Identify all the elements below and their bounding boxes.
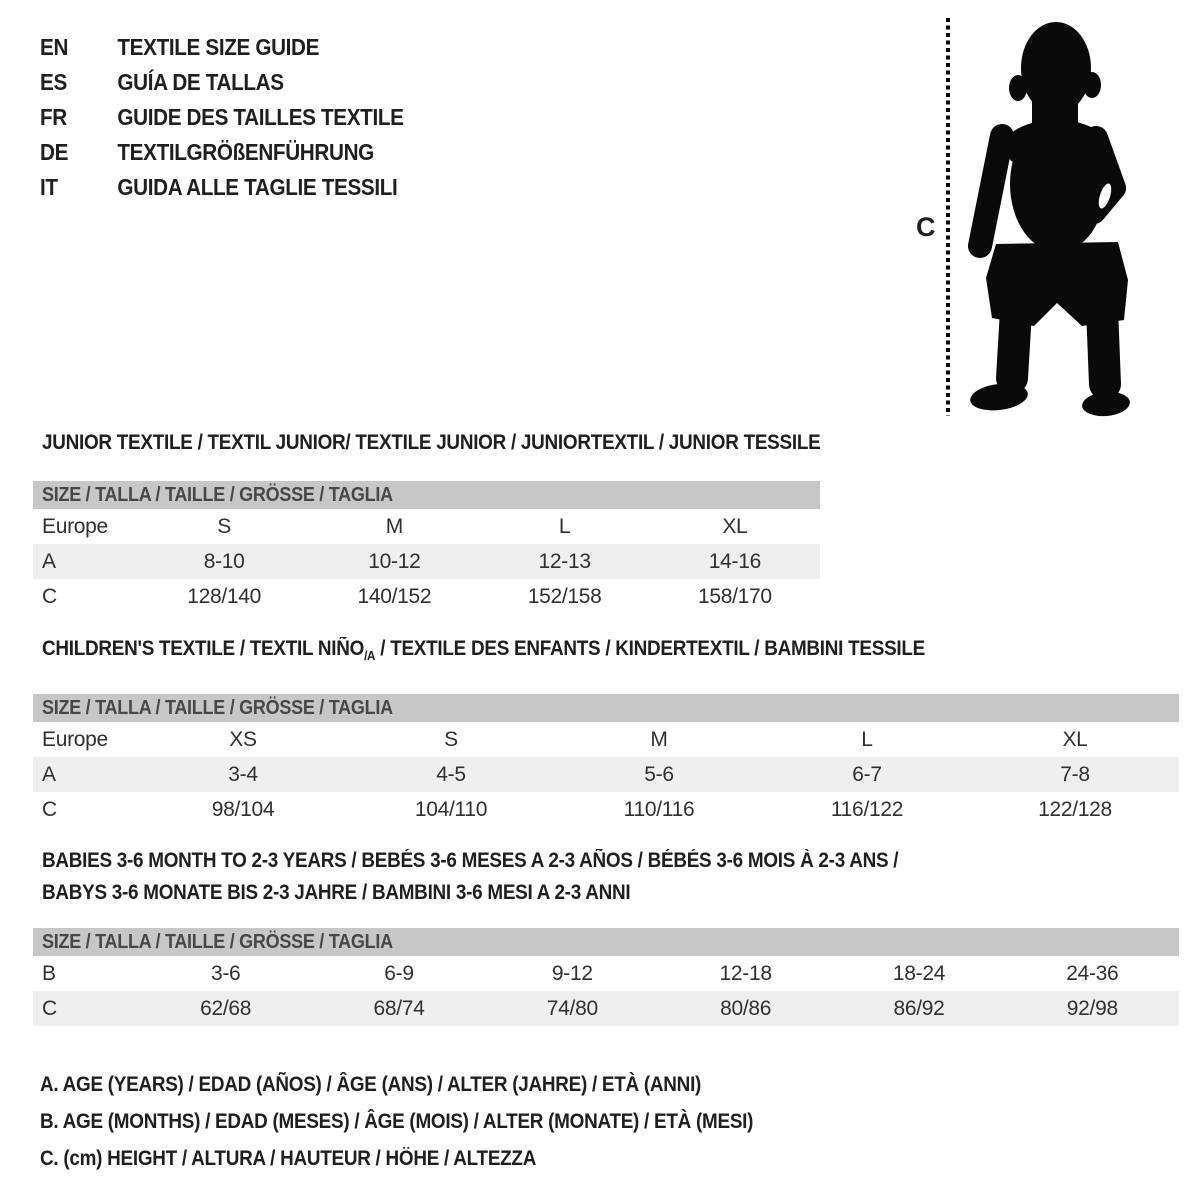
table-row-age-years	[33, 757, 1179, 792]
childrens-section-title: CHILDREN'S TEXTILE / TEXTIL $NIÑO_{/A}$ / TEXTILE DES ENFANTS / KINDERTEXTIL / BAMBINI TESSILE	[42, 637, 926, 664]
toddler-silhouette-icon	[968, 16, 1138, 420]
size-table-header-bar: SIZE / TALLA / TAILLE / GRÖSSE / TAGLIA	[33, 694, 1179, 722]
guide-title-es: GUÍA DE TALLAS	[117, 69, 284, 95]
row-label: B	[42, 961, 56, 985]
language-row-en	[40, 30, 404, 65]
row-label: Europe	[42, 514, 108, 538]
height-cell: 86/92	[893, 996, 945, 1020]
language-row-es	[40, 65, 404, 100]
table-row-europe	[33, 722, 1179, 757]
section-junior-textile	[33, 430, 820, 614]
row-label: A	[42, 762, 56, 786]
language-code: FR	[40, 104, 67, 130]
language-row-it	[40, 170, 404, 205]
language-code: ES	[40, 69, 67, 95]
size-cell: M	[650, 727, 668, 751]
size-cell: L	[558, 514, 571, 538]
size-cell: XL	[722, 514, 748, 538]
childrens-size-table	[33, 694, 1179, 827]
row-label: Europe	[42, 727, 108, 751]
height-cell: 110/116	[623, 797, 695, 821]
size-cell: XS	[229, 727, 257, 751]
age-cell: 6-7	[852, 762, 882, 786]
language-code: IT	[40, 174, 58, 200]
age-cell: 14-16	[708, 549, 761, 573]
language-code: EN	[40, 34, 69, 60]
language-row-de	[40, 135, 404, 170]
legend-line-b: B. AGE (MONTHS) / EDAD (MESES) / ÂGE (MOIS) / ALTER (MONATE) / ETÀ (MESI)	[40, 1109, 754, 1133]
height-cell: 92/98	[1066, 996, 1118, 1020]
table-row-height-cm	[33, 792, 1179, 827]
size-cell: M	[385, 514, 403, 538]
age-cell: 6-9	[384, 961, 414, 985]
language-code: DE	[40, 139, 69, 165]
row-label: C	[42, 797, 57, 821]
height-cell: 68/74	[373, 996, 425, 1020]
age-cell: 3-4	[228, 762, 258, 786]
junior-size-table	[33, 481, 820, 614]
table-row-height-cm	[33, 579, 820, 614]
legend-line-c: C. (cm) HEIGHT / ALTURA / HAUTEUR / HÖHE / ALTEZZA	[40, 1146, 537, 1170]
guide-title-de: TEXTILGRÖßENFÜHRUNG	[117, 139, 374, 165]
age-cell: 3-6	[210, 961, 241, 985]
table-row-age-months	[33, 956, 1179, 991]
height-cell: 116/122	[830, 797, 904, 821]
size-cell: S	[217, 514, 231, 538]
height-cell: 98/104	[211, 797, 275, 821]
section-childrens-textile	[33, 636, 1179, 827]
size-cell: L	[861, 727, 873, 751]
row-label: C	[42, 584, 57, 608]
height-cell: 62/68	[200, 996, 252, 1020]
height-cell: 140/152	[357, 584, 432, 608]
age-cell: 12-13	[538, 549, 591, 573]
legend-line-a: A. AGE (YEARS) / EDAD (AÑOS) / ÂGE (ANS) / ALTER (JAHRE) / ETÀ (ANNI)	[40, 1072, 702, 1096]
height-dashed-line-icon	[946, 18, 950, 416]
age-cell: 24-36	[1066, 961, 1119, 985]
section-babies-textile	[33, 845, 1179, 1026]
height-cell: 158/170	[697, 584, 772, 608]
language-title-list	[40, 30, 444, 205]
age-cell: 10-12	[368, 549, 421, 573]
size-table-header-bar: SIZE / TALLA / TAILLE / GRÖSSE / TAGLIA	[33, 928, 1179, 956]
size-cell: XL	[1062, 727, 1088, 751]
language-row-fr	[40, 100, 404, 135]
size-cell: S	[444, 727, 458, 751]
height-cell: 74/80	[546, 996, 598, 1020]
height-cell: 122/128	[1038, 797, 1112, 821]
row-label: C	[42, 996, 57, 1020]
size-table-header-bar: SIZE / TALLA / TAILLE / GRÖSSE / TAGLIA	[33, 481, 820, 509]
junior-section-title: JUNIOR TEXTILE / TEXTIL JUNIOR/ TEXTILE JUNIOR / JUNIORTEXTIL / JUNIOR TESSILE	[42, 431, 821, 454]
nino-a-subscript: /A	[364, 648, 376, 664]
guide-title-en: TEXTILE SIZE GUIDE	[117, 34, 320, 60]
table-row-height-cm	[33, 991, 1179, 1026]
height-measure-label: C	[916, 212, 936, 242]
height-figure-group	[900, 12, 1160, 424]
height-cell: 128/140	[187, 584, 262, 608]
guide-title-it: GUIDA ALLE TAGLIE TESSILI	[117, 174, 398, 200]
age-cell: 4-5	[436, 762, 466, 786]
measure-legend	[40, 1066, 832, 1177]
babies-size-table	[33, 928, 1179, 1026]
height-cell: 152/158	[527, 584, 602, 608]
table-row-europe	[33, 509, 820, 544]
age-cell: 9-12	[551, 961, 593, 985]
height-cell: 104/110	[414, 797, 488, 821]
guide-title-fr: GUIDE DES TAILLES TEXTILE	[117, 104, 404, 130]
age-cell: 8-10	[203, 549, 245, 573]
age-cell: 18-24	[892, 961, 946, 985]
age-cell: 7-8	[1060, 762, 1090, 786]
age-cell: 5-6	[644, 762, 674, 786]
row-label: A	[42, 549, 56, 573]
age-cell: 12-18	[719, 961, 772, 985]
height-cell: 80/86	[720, 996, 772, 1020]
table-row-age-years	[33, 544, 820, 579]
babies-section-title: BABIES 3-6 MONTH TO 2-3 YEARS / BEBÉS 3-6 MESES A 2-3 AÑOS / BÉBÉS 3-6 MOIS À 2-3 ANS / BABYS 3-6 MONATE BIS 2-3 JAHRE / BAMBINI 3-6 MESI A 2-3 ANNI	[42, 849, 899, 904]
